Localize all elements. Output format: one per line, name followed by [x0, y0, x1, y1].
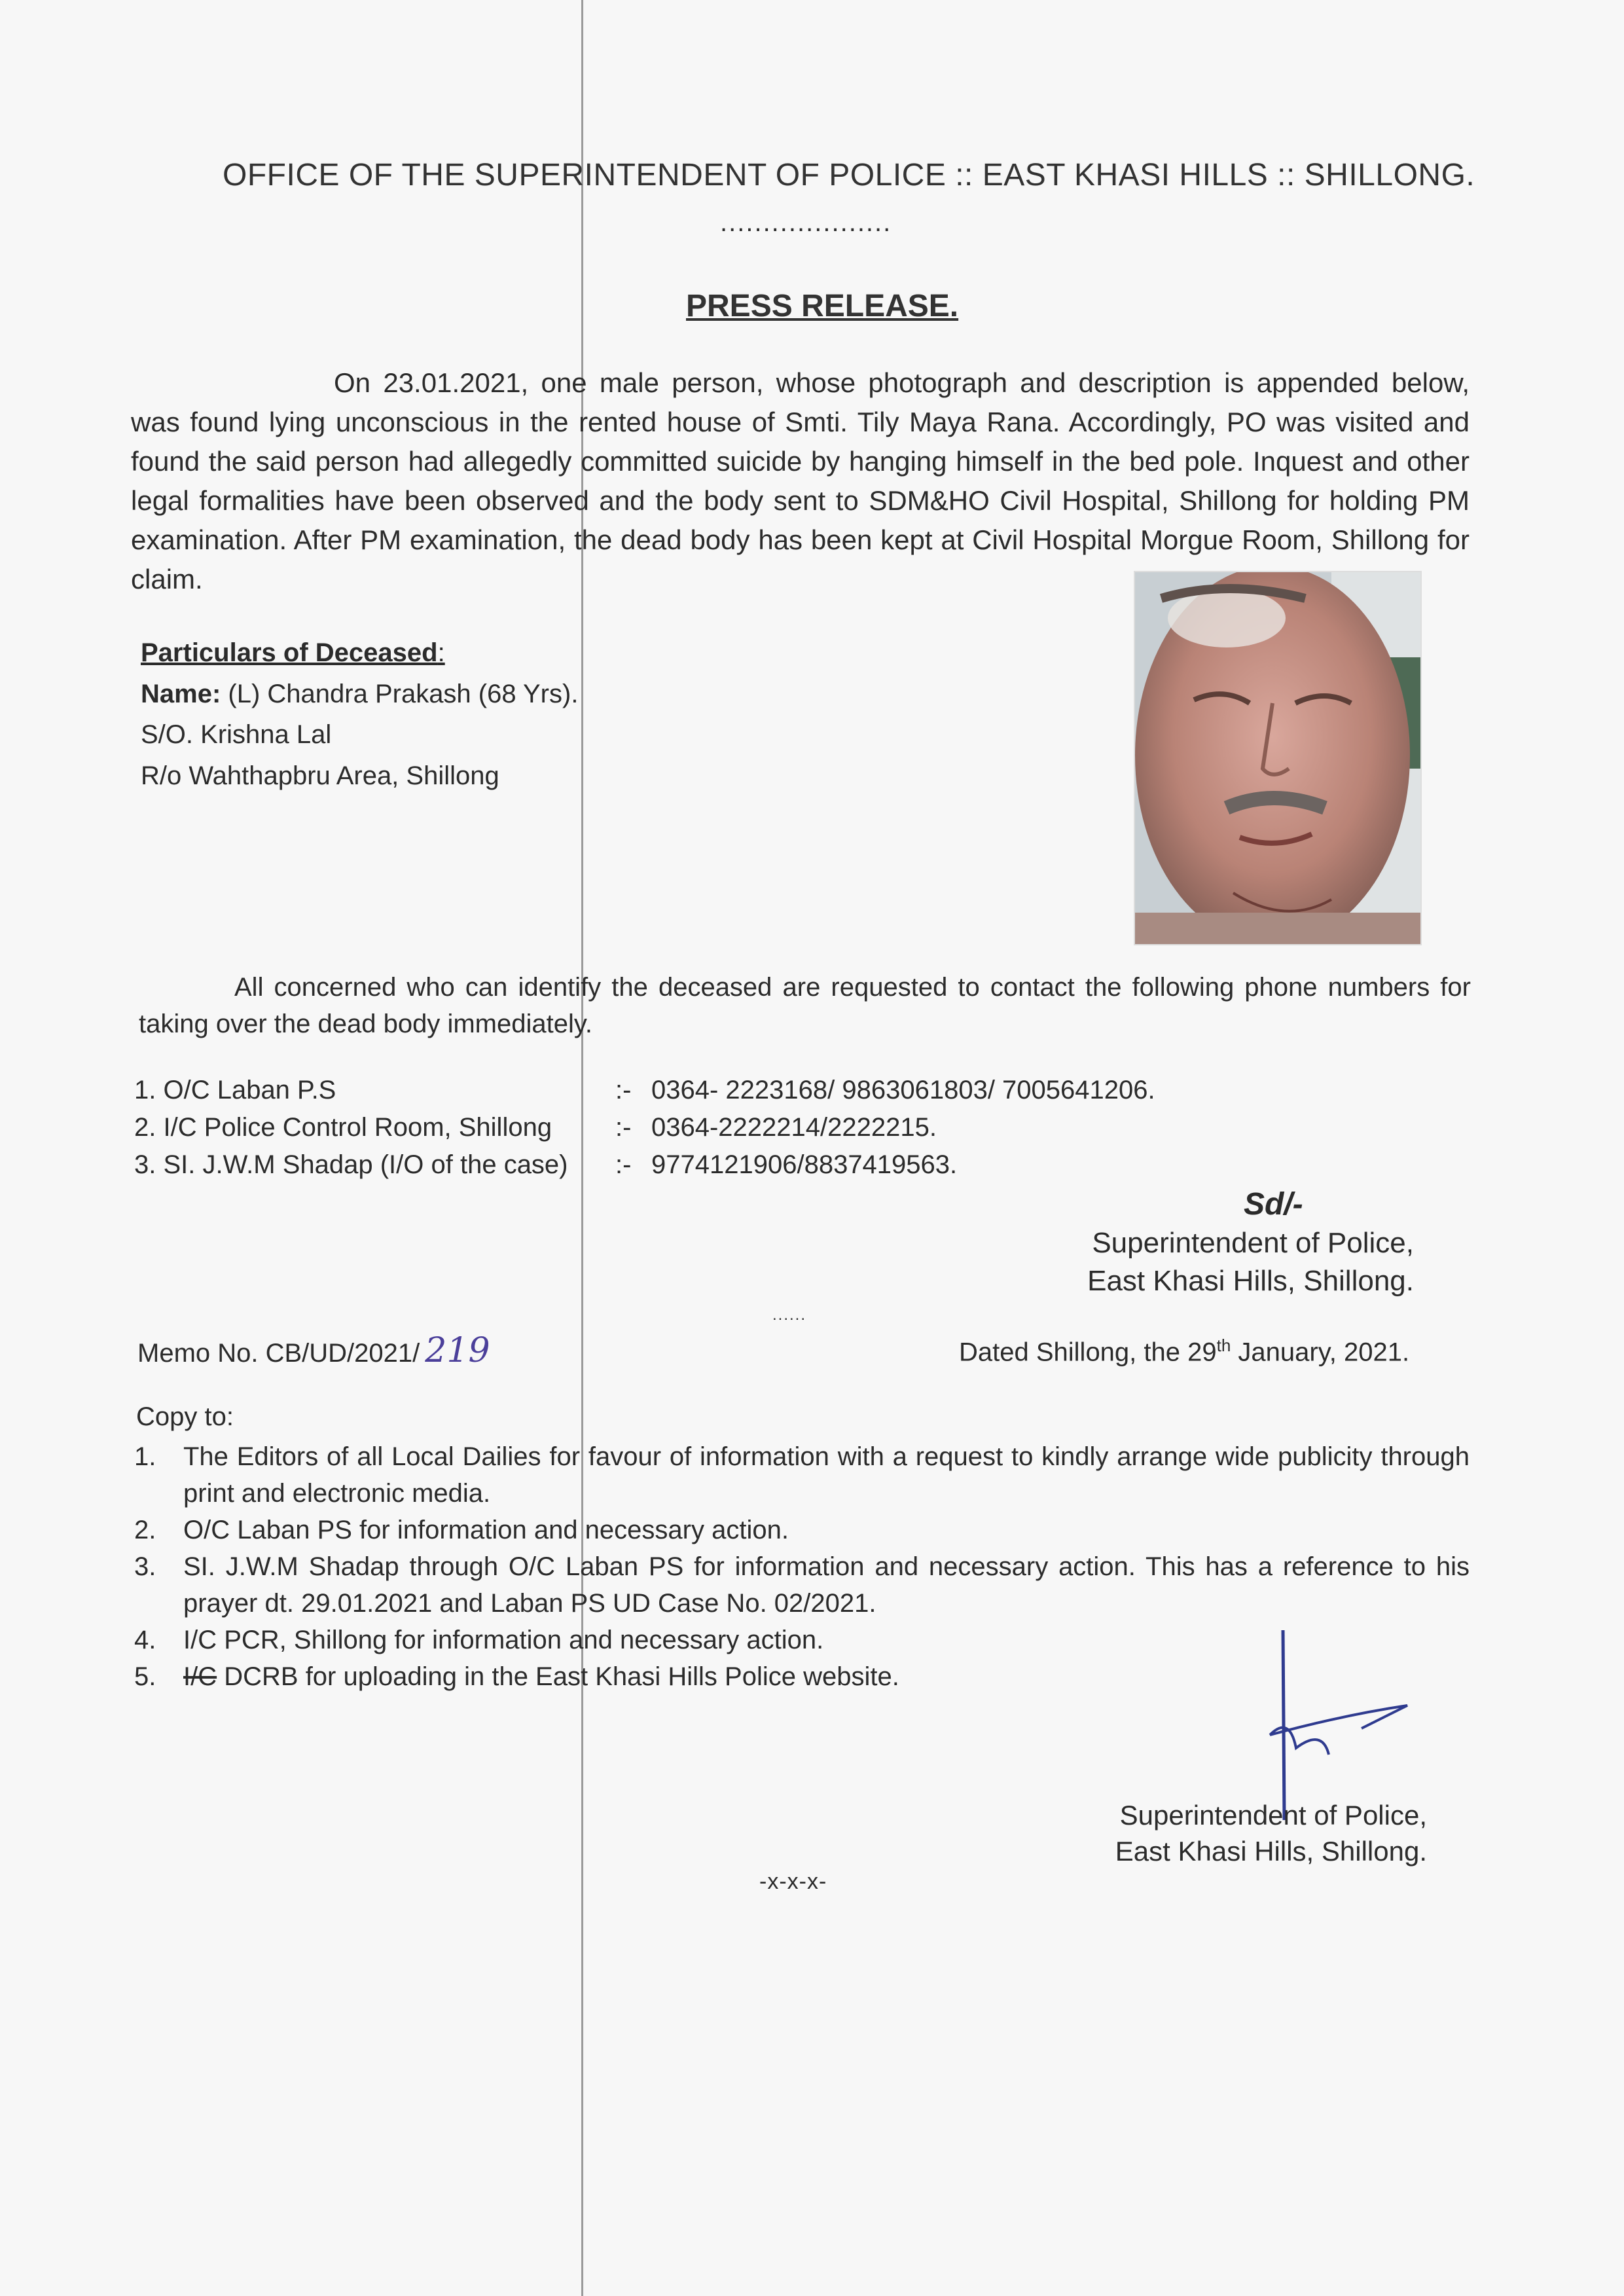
list-item-text: DCRB for uploading in the East Khasi Hills Police website. — [217, 1662, 899, 1691]
memo-handwritten-number: 219 — [425, 1331, 490, 1370]
list-item-number: 1. — [134, 1442, 156, 1471]
list-item-text: O/C Laban PS for information and necessary action. — [183, 1516, 789, 1544]
deceased-name — [141, 680, 578, 709]
contact-row — [134, 1072, 1155, 1109]
contact-sep: :- — [615, 1076, 632, 1104]
contact-label: 3. SI. J.W.M Shadap (I/O of the case) — [134, 1150, 568, 1179]
contact-phones: 9774121906/8837419563. — [651, 1150, 958, 1179]
list-item — [134, 1438, 1470, 1512]
list-item — [134, 1512, 1470, 1548]
signature-block-1 — [1087, 1224, 1414, 1300]
contact-label: 1. O/C Laban P.S — [134, 1076, 336, 1104]
sig1-location: East Khasi Hills, Shillong. — [1087, 1265, 1414, 1297]
name-value: (L) Chandra Prakash (68 Yrs). — [228, 680, 579, 708]
incident-paragraph — [131, 363, 1470, 599]
separator-dots: ...... — [772, 1306, 807, 1324]
contact-row — [134, 1109, 1155, 1146]
contact-table — [134, 1072, 1155, 1184]
dated-line — [959, 1336, 1409, 1367]
list-item-text: SI. J.W.M Shadap through O/C Laban PS for information and necessary action. This has a reference to his prayer dt. 29.01.2021 and Laban PS UD Case No. 02/2021. — [183, 1552, 1470, 1618]
contact-phones: 0364-2222214/2222215. — [651, 1113, 937, 1142]
press-release-title: PRESS RELEASE. — [686, 289, 959, 323]
dated-suffix: January, 2021. — [1231, 1338, 1410, 1367]
header-dots: .................... — [720, 208, 892, 237]
copy-to-heading: Copy to: — [136, 1402, 234, 1431]
contact-sep: :- — [615, 1150, 632, 1179]
deceased-father: S/O. Krishna Lal — [141, 720, 332, 749]
list-item-number: 5. — [134, 1662, 156, 1691]
list-item-text: The Editors of all Local Dailies for favour of information with a request to kindly arrange wide publicity through print and electronic media. — [183, 1442, 1470, 1508]
request-paragraph — [139, 969, 1471, 1042]
deceased-photograph — [1134, 571, 1422, 945]
name-label: Name: — [141, 680, 221, 708]
dated-prefix: Dated Shillong, the 29 — [959, 1338, 1217, 1367]
contact-phones: 0364- 2223168/ 9863061803/ 7005641206. — [651, 1076, 1155, 1104]
list-item-text: I/C PCR, Shillong for information and necessary action. — [183, 1626, 824, 1654]
contact-sep: :- — [615, 1113, 632, 1142]
particulars-heading: Particulars of Deceased: — [141, 638, 445, 667]
office-header: OFFICE OF THE SUPERINTENDENT OF POLICE :: EAST KHASI HILLS :: SHILLONG. — [223, 158, 1475, 192]
struck-text: I/C — [183, 1662, 217, 1691]
sig1-title: Superintendent of Police, — [1092, 1227, 1414, 1259]
deceased-address: R/o Wahthapbru Area, Shillong — [141, 761, 499, 790]
list-item-number: 3. — [134, 1552, 156, 1581]
signature-block-2 — [1087, 1797, 1427, 1869]
list-item-number: 4. — [134, 1626, 156, 1654]
deceased-photograph-image — [1135, 572, 1420, 944]
sd-mark: Sd/- — [1244, 1187, 1303, 1222]
contact-row — [134, 1146, 1155, 1184]
particulars-heading-text: Particulars of Deceased — [141, 638, 438, 667]
list-item-number: 2. — [134, 1516, 156, 1544]
request-text: All concerned who can identify the deceased are requested to contact the following phone numbers for taking over the dead body immediately. — [139, 973, 1471, 1038]
list-item — [134, 1548, 1470, 1622]
incident-text: On 23.01.2021, one male person, whose photograph and description is appended below, was found lying unconscious in the rented house of Smti. Tily Maya Rana. Accordingly, PO was visited and found the said person had allegedly committed suicide by hanging himself in the bed pole. Inquest and other legal formalities have been observed and the body sent to SDM&HO Civil Hospital, Shillong for holding PM examination. After PM examination, the dead body has been kept at Civil Hospital Morgue Room, Shillong for claim. — [131, 367, 1470, 594]
sig2-location: East Khasi Hills, Shillong. — [1115, 1836, 1427, 1867]
sig2-title: Superintendent of Police, — [1119, 1800, 1427, 1831]
memo-text: Memo No. CB/UD/2021/ — [137, 1339, 420, 1368]
dated-sup: th — [1216, 1336, 1231, 1355]
handwritten-signature — [1231, 1624, 1440, 1820]
memo-number — [137, 1331, 490, 1370]
contact-label: 2. I/C Police Control Room, Shillong — [134, 1113, 552, 1142]
end-mark: -x-x-x- — [759, 1869, 827, 1894]
